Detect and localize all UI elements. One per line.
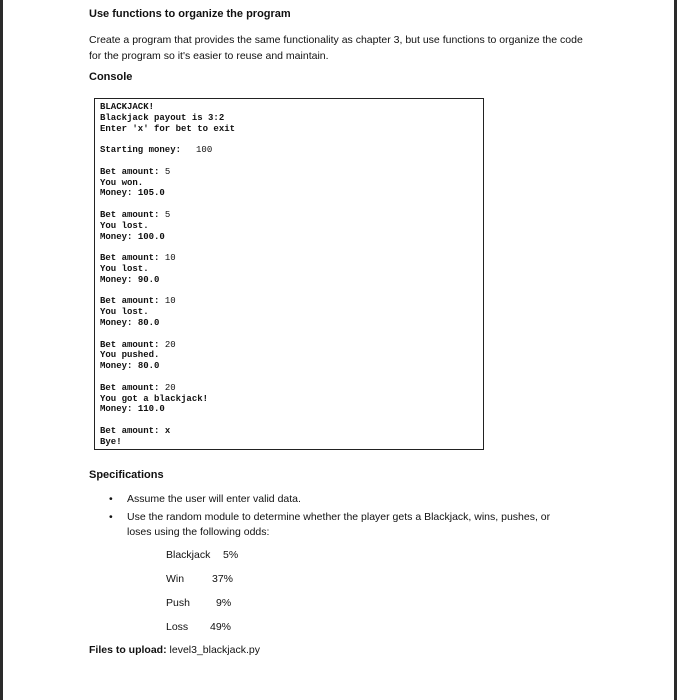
console-output-box (94, 98, 484, 450)
final-bet-line: Bet amount: x (100, 425, 171, 436)
result-line: You lost. (100, 220, 149, 231)
round-block (100, 340, 478, 372)
money-line: Money: 80.0 (100, 361, 160, 372)
result-line: You got a blackjack! (100, 393, 209, 404)
specifications-heading: Specifications (89, 469, 164, 481)
money-line: Money: 110.0 (100, 404, 165, 415)
bet-line: Bet amount: 5 (100, 166, 171, 177)
round-block (100, 383, 478, 415)
money-line: Money: 90.0 (100, 274, 160, 285)
list-item: • Assume the user will enter valid data. (109, 493, 301, 505)
odds-table (166, 548, 266, 644)
files-to-upload (89, 644, 260, 656)
result-line: You lost. (100, 263, 149, 274)
bet-line: Bet amount: 20 (100, 339, 176, 350)
round-block (100, 210, 478, 242)
bet-line: Bet amount: 20 (100, 382, 176, 393)
starting-value: 100 (196, 145, 213, 156)
console-title: BLACKJACK! (100, 102, 155, 112)
console-heading: Console (89, 71, 133, 83)
starting-label: Starting money: (100, 145, 182, 156)
console-exit-line: Enter 'x' for bet to exit (100, 123, 236, 134)
intro-paragraph: Create a program that provides the same functionality as chapter 3, but use functions to organize the code for the program so it's easier to reuse and maintain. (89, 34, 583, 62)
odds-row: Win 37% (166, 573, 234, 585)
bet-line: Bet amount: 5 (100, 209, 171, 220)
money-line: Money: 105.0 (100, 188, 165, 199)
list-item: • Use the random module to determine whether the player gets a Blackjack, wins, pushes, or loses using the following odds: (109, 511, 551, 538)
money-line: Money: 100.0 (100, 231, 165, 242)
bullet-icon: • (109, 493, 113, 505)
console-starting-line (100, 145, 478, 156)
round-block (100, 253, 478, 285)
specifications-list (109, 492, 569, 543)
console-payout-line: Blackjack payout is 3:2 (100, 112, 225, 123)
bet-line: Bet amount: 10 (100, 253, 176, 264)
money-line: Money: 80.0 (100, 317, 160, 328)
bullet-icon: • (109, 511, 113, 523)
round-block (100, 167, 478, 199)
result-line: You pushed. (100, 350, 160, 361)
bye-line: Bye! (100, 436, 122, 447)
round-block (100, 296, 478, 328)
odds-row: Blackjack 5% (166, 549, 239, 561)
upload-filename: level3_blackjack.py (169, 644, 260, 656)
odds-row: Loss 49% (166, 621, 232, 633)
bet-line: Bet amount: 10 (100, 296, 176, 307)
section-heading: Use functions to organize the program (89, 8, 291, 20)
result-line: You lost. (100, 307, 149, 318)
upload-label: Files to upload: (89, 644, 167, 656)
odds-row: Push 9% (166, 597, 232, 609)
result-line: You won. (100, 177, 144, 188)
